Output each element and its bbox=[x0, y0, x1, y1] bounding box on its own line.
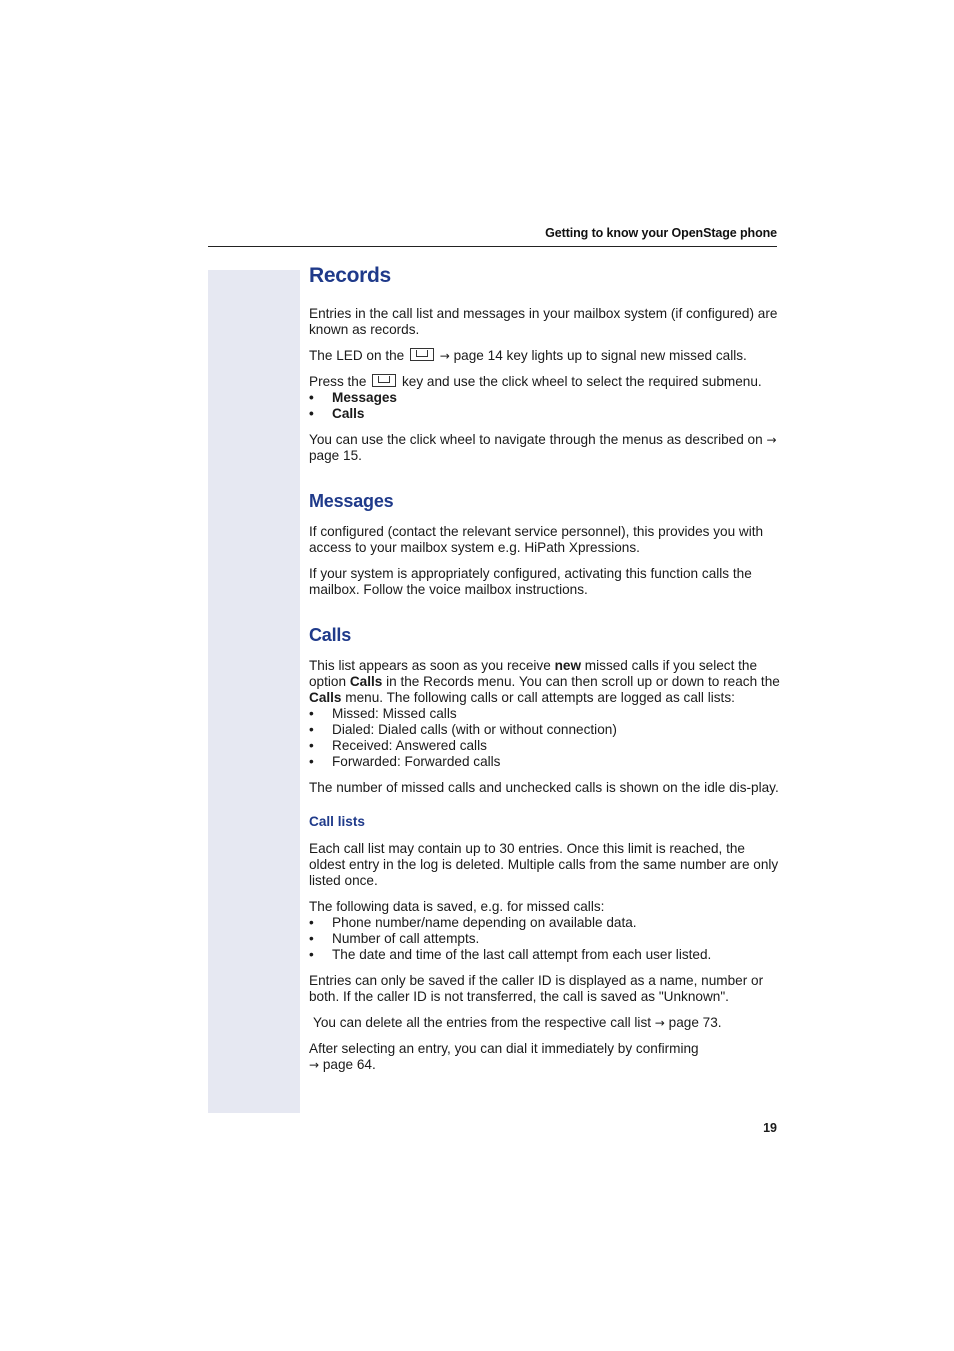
records-intro: Entries in the call list and messages in your mailbox system (if configured) are known as records. bbox=[309, 306, 778, 337]
list-item: • Number of call attempts. bbox=[309, 931, 781, 947]
running-header: Getting to know your OpenStage phone bbox=[545, 226, 777, 240]
calls-text-bold: Calls bbox=[349, 674, 383, 689]
mailbox-key-icon bbox=[410, 348, 434, 361]
messages-heading: Messages bbox=[309, 491, 394, 511]
call-lists-paragraph-3: Entries can only be saved if the caller ID is displayed as a name, number or both. If the caller ID is not transferred, the call is saved as "Unknown". bbox=[309, 973, 764, 1004]
messages-paragraph-2: If your system is appropriately configured, activating this function calls the mailbox. Follow the voice mailbox instructions. bbox=[309, 566, 752, 597]
calls-text: in the Records menu. You can then scroll up or down to reach the bbox=[386, 674, 780, 689]
page-content bbox=[309, 262, 781, 1083]
list-item: • The date and time of the last call attempt from each user listed. bbox=[309, 947, 781, 963]
call-lists-paragraph-1: Each call list may contain up to 30 entries. Once this limit is reached, the oldest entry in the log is deleted. Multiple calls from the same number are only listed once. bbox=[309, 841, 779, 888]
mailbox-key-icon bbox=[372, 374, 396, 387]
dial-text-post: page 64. bbox=[322, 1057, 376, 1072]
messages-paragraph-1: If configured (contact the relevant service personnel), this provides you with access to your mailbox system e.g. HiPath Xpressions. bbox=[309, 524, 764, 555]
calls-text-bold: Calls bbox=[309, 690, 342, 705]
press-text-pre: Press the bbox=[309, 374, 367, 389]
submenu-list bbox=[309, 390, 781, 422]
records-led-paragraph bbox=[309, 348, 781, 364]
calls-text: This list appears as soon as you receive bbox=[309, 658, 551, 673]
list-item: • Calls bbox=[309, 406, 781, 422]
saved-data-list bbox=[309, 915, 781, 963]
page-ref-arrow-icon: → bbox=[654, 1016, 665, 1030]
records-press-paragraph bbox=[309, 374, 781, 390]
call-type-list bbox=[309, 706, 781, 770]
calls-heading: Calls bbox=[309, 625, 352, 645]
records-navigate-paragraph bbox=[309, 432, 781, 464]
calls-paragraph-2: The number of missed calls and unchecked calls is shown on the idle dis-play. bbox=[309, 780, 779, 795]
call-lists-heading: Call lists bbox=[309, 814, 365, 829]
calls-text: missed calls if you select the option bbox=[309, 658, 758, 689]
navigate-text-post: page 15. bbox=[309, 448, 362, 463]
margin-sidebar bbox=[208, 270, 300, 1113]
list-item: • Received: Answered calls bbox=[309, 738, 781, 754]
list-item: • Messages bbox=[309, 390, 781, 406]
navigate-text-pre: You can use the click wheel to navigate through the menus as described on bbox=[309, 432, 763, 447]
delete-text-pre: You can delete all the entries from the respective call list bbox=[313, 1015, 652, 1030]
page-number: 19 bbox=[763, 1121, 777, 1135]
delete-text-post: page 73. bbox=[668, 1015, 722, 1030]
call-lists-delete-paragraph bbox=[309, 1015, 781, 1031]
led-text-pre: The LED on the bbox=[309, 348, 405, 363]
call-lists-dial-paragraph bbox=[309, 1041, 781, 1073]
page-ref-arrow-icon: → bbox=[309, 1058, 320, 1072]
list-item: • Phone number/name depending on available data. bbox=[309, 915, 781, 931]
list-item: • Dialed: Dialed calls (with or without connection) bbox=[309, 722, 781, 738]
records-heading: Records bbox=[309, 264, 391, 287]
press-text-post: key and use the click wheel to select the required submenu. bbox=[401, 374, 762, 389]
page-ref-arrow-icon: → bbox=[439, 349, 450, 363]
calls-text-bold: new bbox=[554, 658, 582, 673]
list-item: • Missed: Missed calls bbox=[309, 706, 781, 722]
calls-text: menu. The following calls or call attempts are logged as call lists: bbox=[345, 690, 735, 705]
call-lists-paragraph-2: The following data is saved, e.g. for missed calls: bbox=[309, 899, 605, 914]
led-text-post: page 14 key lights up to signal new missed calls. bbox=[453, 348, 747, 363]
list-item: • Forwarded: Forwarded calls bbox=[309, 754, 781, 770]
calls-paragraph-1 bbox=[309, 658, 781, 706]
dial-text-pre: After selecting an entry, you can dial it immediately by confirming bbox=[309, 1041, 699, 1056]
page-ref-arrow-icon: → bbox=[766, 433, 777, 447]
header-divider bbox=[208, 246, 777, 247]
